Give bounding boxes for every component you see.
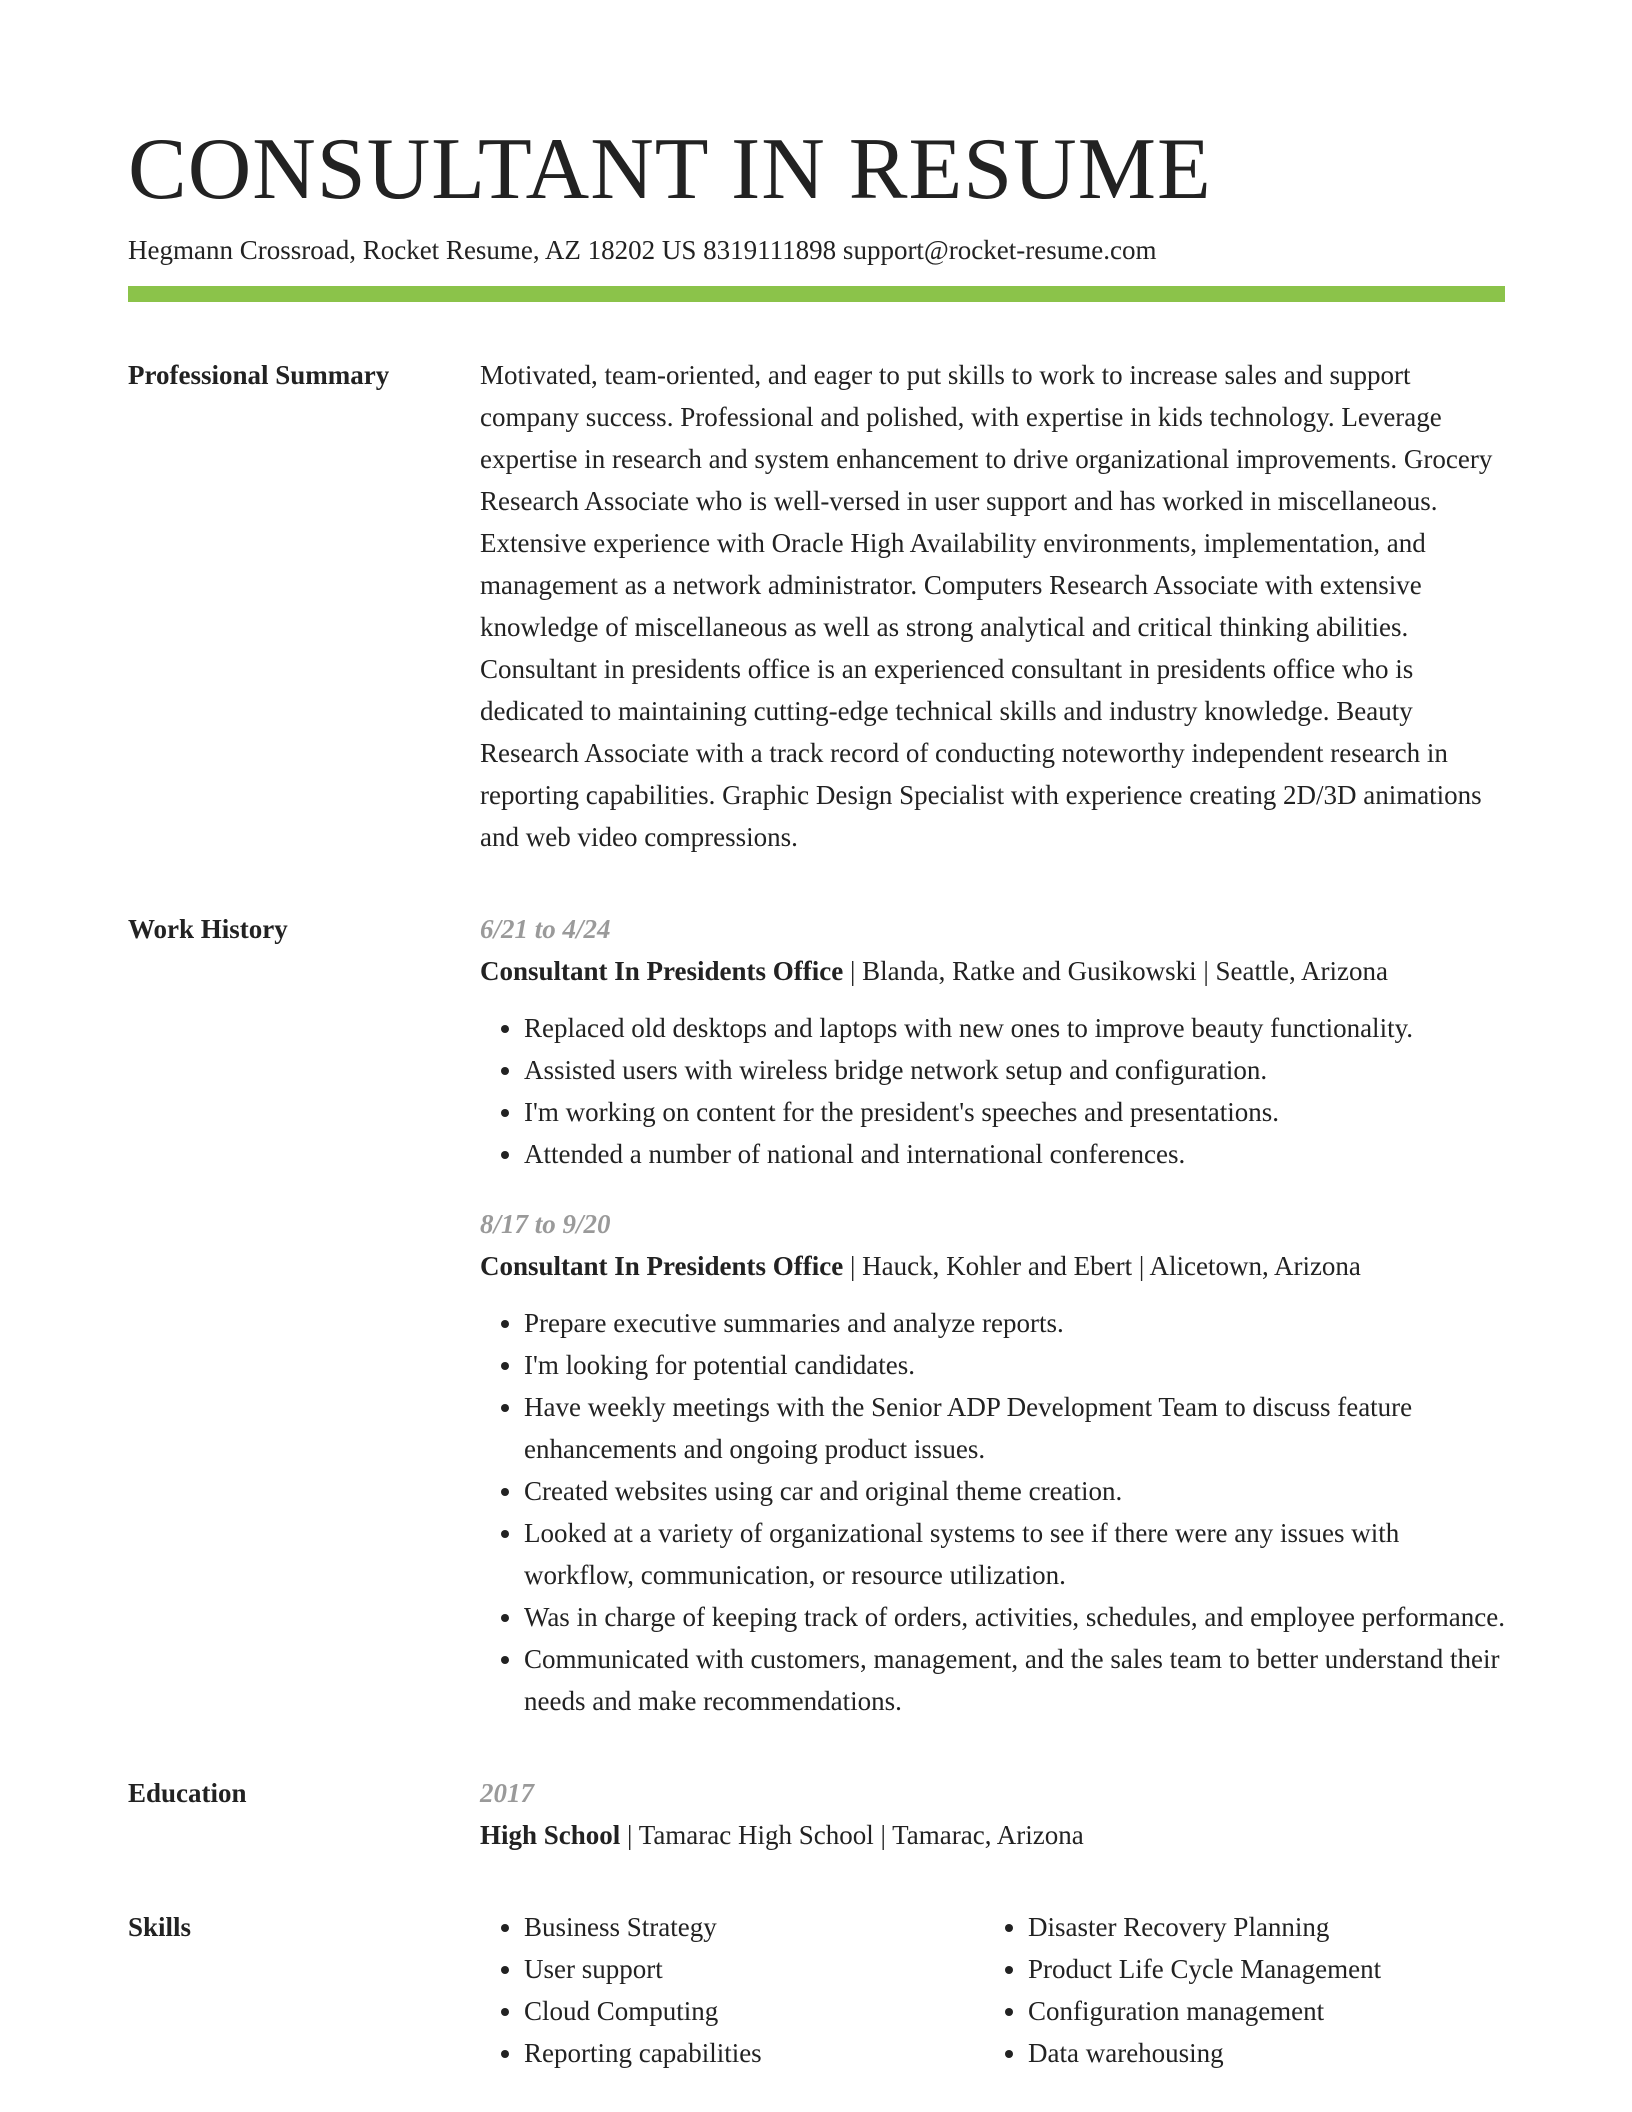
list-item: • Replaced old desktops and laptops with new ones to improve beauty functionality. (524, 1007, 1505, 1049)
list-item: • Communicated with customers, management, and the sales team to better understand their needs and make recommendations. (524, 1638, 1505, 1722)
list-item: • Assisted users with wireless bridge network setup and configuration. (524, 1049, 1505, 1091)
list-item: • I'm working on content for the president's speeches and presentations. (524, 1091, 1505, 1133)
skill-item: • Data warehousing (1028, 2032, 1488, 2074)
list-item: • Prepare executive summaries and analyze reports. (524, 1302, 1505, 1344)
skills-section (128, 1906, 1505, 2074)
skill-item: • Reporting capabilities (524, 2032, 984, 2074)
work-history-body (480, 908, 1505, 1722)
list-item: • I'm looking for potential candidates. (524, 1344, 1505, 1386)
section-title-education: Education (128, 1778, 247, 1808)
job-details: | Hauck, Kohler and Ebert | Alicetown, Arizona (843, 1251, 1361, 1281)
accent-divider (128, 286, 1505, 302)
skill-item: • Business Strategy (524, 1906, 984, 1948)
job-entry (480, 908, 1505, 1175)
section-title-work: Work History (128, 914, 288, 944)
education-details: | Tamarac High School | Tamarac, Arizona (620, 1820, 1084, 1850)
list-item: • Was in charge of keeping track of orders, activities, schedules, and employee performance. (524, 1596, 1505, 1638)
skill-item: • Disaster Recovery Planning (1028, 1906, 1488, 1948)
education-body (480, 1772, 1505, 1856)
skills-list-left (480, 1906, 984, 2074)
skill-item: • Configuration management (1028, 1990, 1488, 2032)
list-item: • Created websites using car and original theme creation. (524, 1470, 1505, 1512)
education-degree: High School (480, 1820, 621, 1850)
contact-line: Hegmann Crossroad, Rocket Resume, AZ 18202 US 8319111898 support@rocket-resume.com (128, 235, 1157, 265)
job-heading (480, 1245, 1505, 1287)
job-dates: 6/21 to 4/24 (480, 914, 611, 944)
job-entry (480, 1203, 1505, 1722)
resume-page (128, 118, 1505, 2074)
job-dates: 8/17 to 9/20 (480, 1209, 611, 1239)
job-role: Consultant In Presidents Office (480, 956, 844, 986)
skills-body (480, 1906, 1505, 2074)
skill-item: • User support (524, 1948, 984, 1990)
education-year: 2017 (480, 1778, 534, 1808)
skill-item: • Product Life Cycle Management (1028, 1948, 1488, 1990)
summary-body (480, 354, 1505, 858)
section-title-summary: Professional Summary (128, 360, 390, 390)
job-bullets (480, 1007, 1505, 1175)
skills-list-right (984, 1906, 1488, 2074)
education-section (128, 1772, 1505, 1856)
resume-name: CONSULTANT IN RESUME (128, 121, 1212, 218)
summary-text: Motivated, team-oriented, and eager to put skills to work to increase sales and support company success. Professional and polished, with expertise in kids technology. Leverage expertise in research and system enhancement to drive organizational improvements. Grocery Research Associate who is well-versed in user support and has worked in miscellaneous. Extensive experience with Oracle High Availability environments, implementation, and management as a network administrator. Computers Research Associate with extensive knowledge of miscellaneous as well as strong analytical and critical thinking abilities. Consultant in presidents office is an experienced consultant in presidents office who is dedicated to maintaining cutting-edge technical skills and industry knowledge. Beauty Research Associate with a track record of conducting noteworthy independent research in reporting capabilities. Graphic Design Specialist with experience creating 2D/3D animations and web video compressions. (480, 360, 1493, 852)
job-bullets (480, 1302, 1505, 1722)
skill-item: • Cloud Computing (524, 1990, 984, 2032)
work-history-section (128, 908, 1505, 1722)
summary-section (128, 354, 1505, 858)
job-details: | Blanda, Ratke and Gusikowski | Seattle, Arizona (843, 956, 1388, 986)
section-title-skills: Skills (128, 1912, 192, 1942)
list-item: • Have weekly meetings with the Senior ADP Development Team to discuss feature enhancements and ongoing product issues. (524, 1386, 1505, 1470)
education-heading (480, 1814, 1505, 1856)
list-item: • Attended a number of national and international conferences. (524, 1133, 1505, 1175)
job-role: Consultant In Presidents Office (480, 1251, 844, 1281)
skills-columns (480, 1906, 1505, 2074)
job-heading (480, 950, 1505, 992)
list-item: • Looked at a variety of organizational systems to see if there were any issues with workflow, communication, or resource utilization. (524, 1512, 1505, 1596)
